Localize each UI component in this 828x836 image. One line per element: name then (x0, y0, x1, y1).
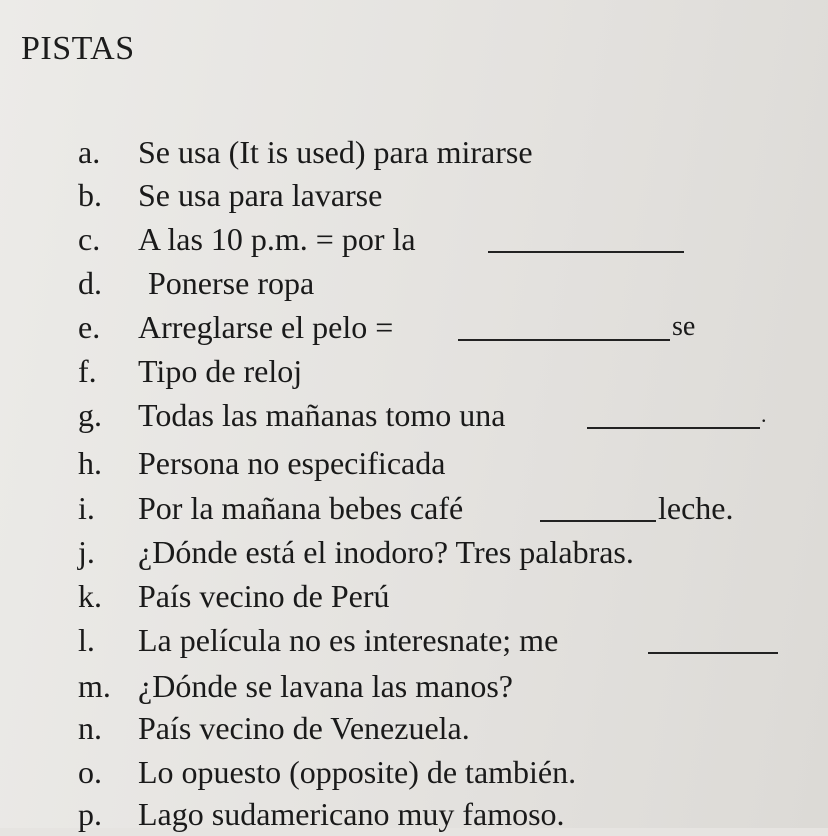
clue-letter: m. (78, 668, 111, 704)
clue-letter: n. (78, 710, 102, 746)
clue-row (0, 618, 828, 662)
clue-row (0, 530, 828, 574)
clue-letter: i. (78, 490, 95, 526)
clue-row (0, 486, 828, 530)
answer-blank (540, 486, 656, 522)
clue-text: País vecino de Venezuela. (138, 710, 470, 746)
clue-letter: b. (78, 177, 102, 213)
clue-letter: l. (78, 622, 95, 658)
clue-letter: j. (78, 534, 95, 570)
answer-blank (488, 217, 684, 253)
clue-row (0, 706, 828, 750)
clue-row (0, 792, 828, 836)
clue-letter: h. (78, 445, 102, 481)
clue-row (0, 664, 828, 708)
clue-row (0, 441, 828, 485)
clue-suffix: leche. (658, 490, 734, 526)
clue-text: Por la mañana bebes café (138, 490, 464, 526)
clue-letter: k. (78, 578, 102, 614)
page-heading: PISTAS (21, 30, 135, 67)
clue-row (0, 393, 828, 437)
answer-blank (648, 618, 778, 654)
clue-text: La película no es interesnate; me (138, 622, 559, 658)
clue-row (0, 217, 828, 261)
clue-text: Ponerse ropa (148, 265, 315, 301)
clue-letter: f. (78, 353, 97, 389)
clue-text: Tipo de reloj (138, 353, 303, 389)
clue-row (0, 750, 828, 794)
clue-text: Lo opuesto (opposite) de también. (138, 754, 577, 790)
clue-letter: c. (78, 221, 101, 257)
clue-row (0, 130, 828, 174)
answer-blank (587, 393, 760, 429)
clue-row (0, 173, 828, 217)
clue-letter: a. (78, 134, 101, 170)
clue-text: Se usa (It is used) para mirarse (138, 134, 533, 170)
clue-text: A las 10 p.m. = por la (138, 221, 416, 257)
clue-text: Todas las mañanas tomo una (138, 397, 506, 433)
clue-letter: d. (78, 265, 102, 301)
answer-blank (458, 305, 670, 341)
clue-row (0, 261, 828, 305)
clue-text: Se usa para lavarse (138, 177, 383, 213)
clue-letter: p. (78, 796, 102, 832)
clue-letter: e. (78, 309, 101, 345)
clue-text: Arreglarse el pelo = (138, 309, 394, 345)
clue-text: Persona no especificada (138, 445, 446, 481)
clue-text: País vecino de Perú (138, 578, 390, 614)
clue-letter: o. (78, 754, 102, 790)
clue-letter: g. (78, 397, 102, 433)
clue-row (0, 349, 828, 393)
clue-text: ¿Dónde está el inodoro? Tres palabras. (138, 534, 634, 570)
clue-text: ¿Dónde se lavana las manos? (138, 668, 513, 704)
clue-row (0, 574, 828, 618)
clue-suffix: . (761, 402, 767, 427)
clue-suffix: se (672, 311, 696, 342)
clue-row (0, 305, 828, 349)
clue-text: Lago sudamericano muy famoso. (138, 796, 565, 832)
